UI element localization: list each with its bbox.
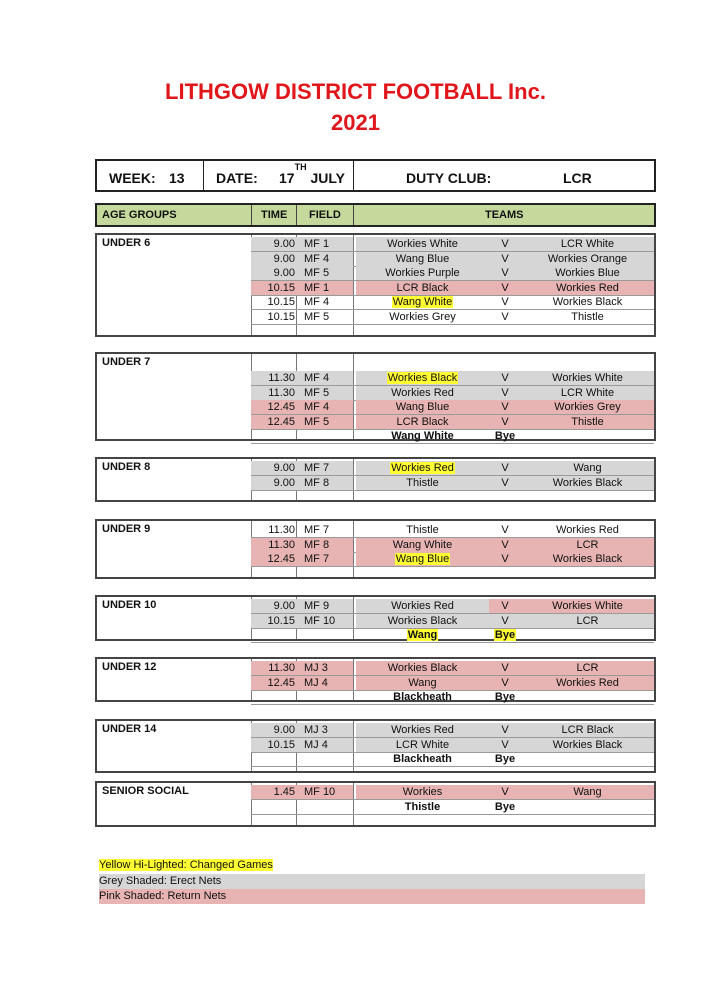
fixture-row — [97, 628, 654, 642]
fixture-row — [97, 461, 654, 475]
away-team: Workies Red — [556, 281, 619, 294]
away-team: Wang — [573, 462, 602, 474]
legend-grey: Grey Shaded: Erect Nets — [99, 874, 645, 889]
match-time: 10.15 — [267, 310, 295, 323]
age-group-label: SENIOR SOCIAL — [102, 785, 189, 797]
match-field: MF 1 — [304, 281, 330, 294]
match-field: MJ 4 — [304, 676, 328, 689]
match-time: 10.15 — [267, 281, 295, 294]
week-label: WEEK: — [109, 170, 156, 186]
versus: V — [501, 296, 509, 308]
match-field: MJ 4 — [304, 738, 328, 751]
duty-club-label: DUTY CLUB: — [406, 170, 492, 186]
away-team: Workies White — [552, 372, 623, 384]
versus: V — [501, 662, 509, 674]
age-group-label: UNDER 12 — [102, 661, 157, 673]
match-time: 9.00 — [273, 252, 295, 265]
match-field: MF 5 — [304, 267, 330, 279]
match-time: 10.15 — [267, 738, 295, 751]
fixture-row — [97, 538, 654, 552]
away-team: LCR White — [560, 238, 615, 250]
home-team: Thistle — [404, 800, 441, 813]
away-team: Workies Black — [552, 738, 623, 751]
fixture-row — [97, 237, 654, 251]
fixture-row — [97, 281, 654, 295]
age-group-label: UNDER 9 — [102, 523, 151, 535]
versus: V — [501, 372, 509, 384]
legend-yellow-text: Yellow Hi-Lighted: Changed Games — [99, 859, 273, 871]
date-suffix: TH — [294, 162, 307, 173]
home-team: Wang White — [392, 538, 453, 551]
info-header — [95, 159, 656, 192]
age-group-label: UNDER 6 — [102, 237, 151, 249]
home-team: Wang — [408, 676, 437, 689]
match-time: 1.45 — [273, 786, 295, 798]
versus: V — [501, 786, 509, 798]
home-team: Thistle — [406, 476, 439, 489]
fixture-row — [97, 310, 654, 324]
home-team: Wang White — [392, 296, 453, 308]
home-team: Wang Blue — [395, 401, 450, 413]
legend-pink: Pink Shaded: Return Nets — [99, 889, 645, 904]
section-under-8 — [95, 457, 656, 502]
home-team: Workies — [402, 786, 443, 798]
age-group-label: UNDER 7 — [102, 356, 151, 368]
fixture-row — [97, 252, 654, 266]
fixture-row — [97, 429, 654, 443]
versus: Bye — [494, 691, 516, 703]
match-field: MF 4 — [304, 252, 330, 265]
fixture-row — [97, 476, 654, 490]
match-time: 9.00 — [273, 238, 295, 250]
match-time: 11.30 — [268, 538, 295, 551]
match-field: MJ 3 — [304, 724, 328, 736]
match-time: 9.00 — [273, 600, 295, 612]
away-team: Workies Blue — [555, 267, 620, 279]
away-team: Workies Red — [556, 524, 619, 536]
versus: V — [501, 614, 509, 627]
age-group-label: UNDER 14 — [102, 723, 157, 735]
col-age-groups: AGE GROUPS — [102, 209, 177, 221]
fixture-row — [97, 371, 654, 385]
away-team: Workies Orange — [547, 252, 628, 265]
fixture-row — [97, 676, 654, 690]
away-team: LCR Black — [561, 724, 614, 736]
match-time: 12.45 — [267, 676, 295, 689]
fixture-row — [97, 752, 654, 766]
home-team: Workies Grey — [389, 310, 456, 323]
fixture-row — [97, 523, 654, 537]
match-time: 12.45 — [267, 415, 295, 428]
section-senior-social — [95, 781, 656, 827]
away-team: Workies White — [552, 600, 623, 612]
match-time: 9.00 — [273, 476, 295, 489]
section-under-6 — [95, 233, 656, 337]
home-team: Workies Black — [387, 372, 458, 384]
home-team: Workies Red — [391, 724, 454, 736]
home-team: Workies Purple — [385, 267, 460, 279]
match-time: 11.30 — [268, 662, 295, 674]
away-team: LCR — [576, 614, 599, 627]
versus: Bye — [494, 629, 516, 641]
home-team: Workies Red — [391, 386, 454, 399]
fixture-row — [97, 738, 654, 752]
versus: V — [501, 738, 509, 751]
versus: V — [501, 281, 509, 294]
home-team: Workies Red — [391, 600, 454, 612]
match-field: MF 10 — [304, 786, 336, 798]
home-team: LCR White — [395, 738, 450, 751]
home-team: Wang White — [391, 430, 454, 442]
home-team: Blackheath — [393, 691, 452, 703]
away-team: Workies Black — [552, 476, 623, 489]
fixture-row — [97, 400, 654, 414]
duty-club-value: LCR — [563, 170, 592, 186]
versus: V — [501, 401, 509, 413]
versus: V — [501, 415, 509, 428]
match-time: 9.00 — [273, 462, 295, 474]
versus: V — [501, 476, 509, 489]
match-field: MF 9 — [304, 600, 330, 612]
match-time: 11.30 — [268, 386, 295, 399]
versus: V — [501, 386, 509, 399]
versus: Bye — [494, 753, 516, 765]
fixture-row — [97, 723, 654, 737]
home-team: Wang — [407, 629, 438, 641]
match-field: MF 4 — [304, 296, 330, 308]
away-team: Workies Black — [552, 296, 623, 308]
date-day: 17 — [279, 170, 295, 186]
match-field: MF 7 — [304, 462, 330, 474]
match-field: MF 7 — [304, 553, 330, 565]
home-team: LCR Black — [396, 415, 449, 428]
match-field: MF 1 — [304, 238, 330, 250]
versus: V — [501, 676, 509, 689]
date-label: DATE: — [216, 170, 258, 186]
match-field: MF 4 — [304, 372, 330, 384]
fixture-row — [97, 690, 654, 704]
versus: V — [501, 538, 509, 551]
page-title: LITHGOW DISTRICT FOOTBALL Inc. — [165, 79, 546, 104]
age-group-label: UNDER 10 — [102, 599, 157, 611]
match-time: 9.00 — [273, 724, 295, 736]
home-team: Blackheath — [393, 753, 452, 765]
away-team: Wang — [573, 786, 602, 798]
away-team: Thistle — [571, 415, 604, 428]
home-team: Workies Black — [387, 662, 458, 674]
match-time: 10.15 — [267, 296, 295, 308]
match-field: MF 8 — [304, 476, 330, 489]
away-team: Thistle — [571, 310, 604, 323]
home-team: Workies White — [387, 238, 458, 250]
column-header — [95, 203, 656, 227]
fixture-row — [97, 785, 654, 799]
home-team: Wang Blue — [395, 252, 450, 265]
week-value: 13 — [169, 170, 185, 186]
match-field: MF 5 — [304, 310, 330, 323]
away-team: LCR — [576, 538, 599, 551]
match-field: MF 7 — [304, 524, 330, 536]
versus: V — [501, 462, 509, 474]
match-time: 12.45 — [267, 401, 295, 413]
col-teams: TEAMS — [485, 209, 524, 221]
fixture-row — [97, 295, 654, 309]
match-field: MF 5 — [304, 415, 330, 428]
match-time: 12.45 — [267, 553, 295, 565]
home-team: Wang Blue — [395, 553, 450, 565]
home-team: Workies Black — [387, 614, 458, 627]
away-team: LCR White — [560, 386, 615, 399]
legend-yellow — [99, 858, 295, 873]
home-team: Workies Red — [391, 462, 454, 474]
versus: Bye — [494, 800, 516, 813]
away-team: Workies Black — [552, 553, 623, 565]
fixture-row — [97, 800, 654, 814]
versus: V — [501, 600, 509, 612]
match-field: MF 4 — [304, 401, 330, 413]
fixture-row — [97, 415, 654, 429]
match-time: 11.30 — [268, 524, 295, 536]
match-time: 9.00 — [273, 267, 295, 279]
section-under-10 — [95, 595, 656, 641]
versus: V — [501, 553, 509, 565]
section-under-12 — [95, 657, 656, 702]
fixture-row — [97, 599, 654, 613]
away-team: LCR — [576, 662, 599, 674]
fixture-row — [97, 552, 654, 566]
fixture-row — [97, 266, 654, 280]
match-time: 10.15 — [267, 614, 295, 627]
versus: Bye — [494, 430, 516, 442]
col-field: FIELD — [309, 209, 341, 221]
versus: V — [501, 310, 509, 323]
fixture-row — [97, 661, 654, 675]
home-team: LCR Black — [396, 281, 449, 294]
versus: V — [501, 238, 509, 250]
match-field: MF 8 — [304, 538, 330, 551]
match-time: 11.30 — [268, 372, 295, 384]
match-field: MJ 3 — [304, 662, 328, 674]
away-team: Workies Grey — [554, 401, 621, 413]
versus: V — [501, 267, 509, 279]
age-group-label: UNDER 8 — [102, 461, 151, 473]
match-field: MF 5 — [304, 386, 330, 399]
versus: V — [501, 724, 509, 736]
versus: V — [501, 524, 509, 536]
match-field: MF 10 — [304, 614, 336, 627]
section-under-7 — [95, 352, 656, 441]
versus: V — [501, 252, 509, 265]
col-time: TIME — [261, 209, 288, 221]
page-year: 2021 — [331, 110, 380, 135]
date-month: JULY — [310, 170, 345, 186]
fixture-row — [97, 614, 654, 628]
section-under-14 — [95, 719, 656, 773]
home-team: Thistle — [406, 524, 439, 536]
date-value — [279, 161, 345, 190]
away-team: Workies Red — [556, 676, 619, 689]
section-under-9 — [95, 519, 656, 579]
fixture-row — [97, 386, 654, 400]
